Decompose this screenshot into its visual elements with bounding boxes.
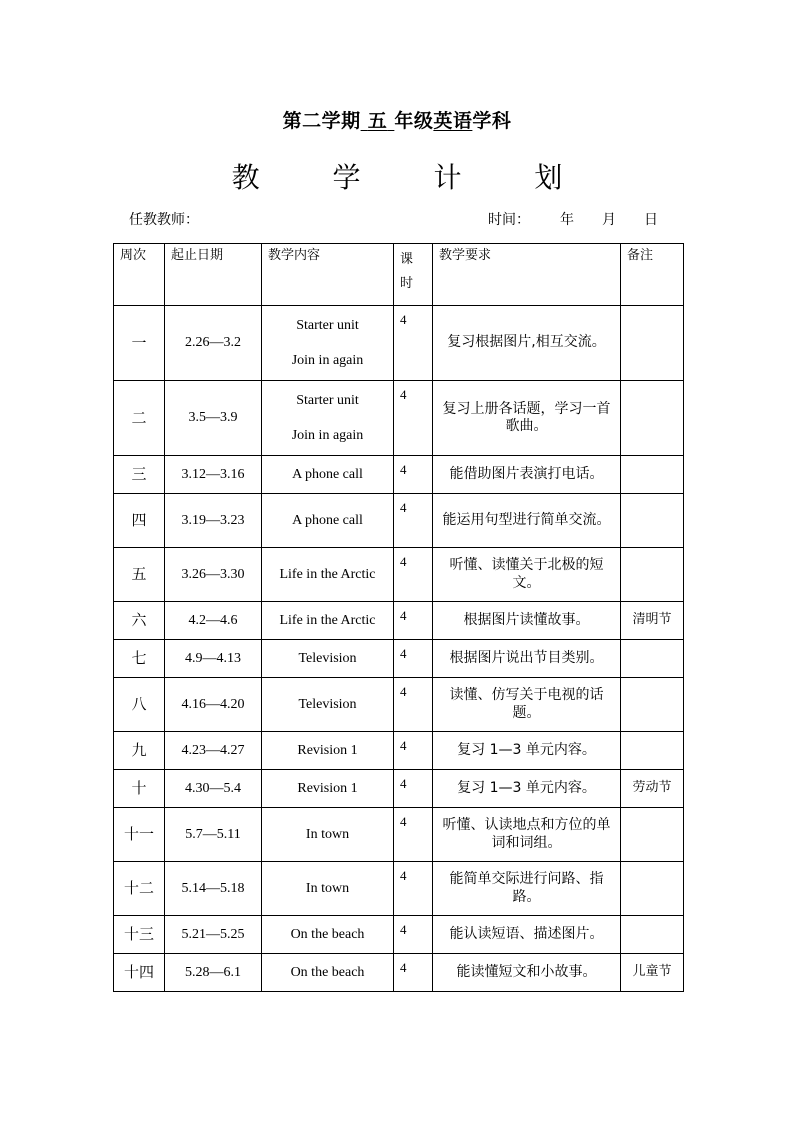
content-line: Television — [298, 696, 357, 712]
week-cell: 十二 — [114, 862, 165, 916]
requirement-cell: 能简单交际进行问路、指路。 — [433, 862, 621, 916]
hours-cell: 4 — [394, 381, 433, 456]
note-cell — [621, 678, 684, 732]
dates-cell: 5.28—6.1 — [165, 954, 262, 992]
table-row — [114, 808, 684, 862]
content-cell — [262, 306, 394, 381]
hours-cell: 4 — [394, 862, 433, 916]
content-cell — [262, 808, 394, 862]
requirement-cell: 根据图片读懂故事。 — [433, 602, 621, 640]
content-cell — [262, 954, 394, 992]
content-line: On the beach — [290, 964, 365, 980]
content-cell — [262, 770, 394, 808]
note-cell — [621, 640, 684, 678]
note-cell — [621, 456, 684, 494]
dates-cell: 5.14—5.18 — [165, 862, 262, 916]
column-header-content: 教学内容 — [262, 244, 394, 306]
table-header-row — [114, 244, 684, 306]
table-row — [114, 916, 684, 954]
table-row — [114, 678, 684, 732]
grade-suffix: 年级 — [394, 110, 434, 132]
dates-cell: 4.23—4.27 — [165, 732, 262, 770]
document-subtitle: 教 学 计 划 — [231, 161, 595, 194]
requirement-cell: 复习 1—3 单元内容。 — [433, 770, 621, 808]
column-header-requirement: 教学要求 — [433, 244, 621, 306]
table-row — [114, 954, 684, 992]
dates-cell: 5.7—5.11 — [165, 808, 262, 862]
dates-cell: 4.9—4.13 — [165, 640, 262, 678]
requirement-cell: 能借助图片表演打电话。 — [433, 456, 621, 494]
time-line — [488, 209, 658, 229]
column-header-dates: 起止日期 — [165, 244, 262, 306]
week-cell: 十 — [114, 770, 165, 808]
content-line: On the beach — [290, 926, 365, 942]
content-line: Life in the Arctic — [279, 566, 376, 582]
table-row — [114, 456, 684, 494]
week-cell: 八 — [114, 678, 165, 732]
requirement-cell: 复习 1—3 单元内容。 — [433, 732, 621, 770]
dates-cell: 3.26—3.30 — [165, 548, 262, 602]
dates-cell: 3.19—3.23 — [165, 494, 262, 548]
hours-cell: 4 — [394, 602, 433, 640]
title-prefix: 第二学期 — [282, 110, 361, 132]
hours-cell: 4 — [394, 640, 433, 678]
dates-cell: 3.5—3.9 — [165, 381, 262, 456]
month-label: 月 — [602, 212, 616, 228]
note-cell: 劳动节 — [621, 770, 684, 808]
table-row — [114, 602, 684, 640]
table-row — [114, 862, 684, 916]
week-cell: 一 — [114, 306, 165, 381]
week-cell: 三 — [114, 456, 165, 494]
table-row — [114, 732, 684, 770]
content-cell — [262, 916, 394, 954]
table-row — [114, 306, 684, 381]
hours-cell: 4 — [394, 732, 433, 770]
content-cell — [262, 732, 394, 770]
document-title — [0, 106, 794, 133]
week-cell: 五 — [114, 548, 165, 602]
hours-cell: 4 — [394, 678, 433, 732]
content-line: In town — [305, 880, 350, 896]
content-line: Revision 1 — [297, 742, 358, 758]
content-cell — [262, 640, 394, 678]
hours-cell: 4 — [394, 808, 433, 862]
content-line: Starter unit — [296, 392, 359, 408]
table-row — [114, 770, 684, 808]
requirement-cell: 复习根据图片,相互交流。 — [433, 306, 621, 381]
note-cell — [621, 916, 684, 954]
content-cell — [262, 548, 394, 602]
hours-cell: 4 — [394, 548, 433, 602]
note-cell — [621, 548, 684, 602]
hours-cell: 4 — [394, 494, 433, 548]
week-cell: 九 — [114, 732, 165, 770]
requirement-cell: 能认读短语、描述图片。 — [433, 916, 621, 954]
week-cell: 十一 — [114, 808, 165, 862]
content-cell — [262, 862, 394, 916]
grade-value: 五 — [367, 110, 388, 132]
note-cell: 清明节 — [621, 602, 684, 640]
requirement-cell: 能读懂短文和小故事。 — [433, 954, 621, 992]
note-cell — [621, 732, 684, 770]
week-cell: 四 — [114, 494, 165, 548]
content-cell — [262, 678, 394, 732]
hours-cell: 4 — [394, 306, 433, 381]
content-line: Join in again — [291, 428, 364, 443]
week-cell: 十三 — [114, 916, 165, 954]
requirement-cell: 复习上册各话题，学习一首歌曲。 — [433, 381, 621, 456]
teaching-plan-table — [113, 243, 684, 992]
dates-cell: 2.26—3.2 — [165, 306, 262, 381]
time-label: 时间： — [488, 212, 530, 228]
table-row — [114, 640, 684, 678]
week-cell: 二 — [114, 381, 165, 456]
note-cell — [621, 808, 684, 862]
content-line: Starter unit — [296, 317, 359, 333]
requirement-cell: 听懂、认读地点和方位的单词和词组。 — [433, 808, 621, 862]
requirement-cell: 能运用句型进行简单交流。 — [433, 494, 621, 548]
content-line: Revision 1 — [297, 780, 358, 796]
note-cell — [621, 862, 684, 916]
hours-cell: 4 — [394, 954, 433, 992]
content-cell — [262, 602, 394, 640]
dates-cell: 5.21—5.25 — [165, 916, 262, 954]
content-line: Life in the Arctic — [279, 612, 376, 628]
note-cell — [621, 494, 684, 548]
note-cell — [621, 381, 684, 456]
content-line: In town — [305, 826, 350, 842]
hours-cell: 4 — [394, 456, 433, 494]
note-cell — [621, 306, 684, 381]
table-row — [114, 494, 684, 548]
dates-cell: 4.16—4.20 — [165, 678, 262, 732]
subject-value: 英语 — [433, 110, 473, 132]
column-header-week: 周次 — [114, 244, 165, 306]
table-row — [114, 548, 684, 602]
dates-cell: 4.2—4.6 — [165, 602, 262, 640]
subject-suffix: 学科 — [472, 110, 512, 132]
table-row — [114, 381, 684, 456]
note-cell: 儿童节 — [621, 954, 684, 992]
week-cell: 六 — [114, 602, 165, 640]
content-line: A phone call — [292, 512, 363, 528]
week-cell: 十四 — [114, 954, 165, 992]
week-cell: 七 — [114, 640, 165, 678]
requirement-cell: 根据图片说出节目类别。 — [433, 640, 621, 678]
dates-cell: 4.30—5.4 — [165, 770, 262, 808]
content-line: Join in again — [291, 353, 364, 368]
content-cell — [262, 456, 394, 494]
hours-cell: 4 — [394, 770, 433, 808]
column-header-note: 备注 — [621, 244, 684, 306]
content-line: A phone call — [292, 466, 363, 482]
column-header-hours: 课 时 — [394, 244, 433, 306]
teacher-label: 任教教师： — [129, 212, 199, 228]
content-cell — [262, 381, 394, 456]
content-cell — [262, 494, 394, 548]
requirement-cell: 听懂、读懂关于北极的短文。 — [433, 548, 621, 602]
dates-cell: 3.12—3.16 — [165, 456, 262, 494]
day-label: 日 — [644, 212, 658, 228]
content-line: Television — [298, 650, 357, 666]
year-label: 年 — [560, 212, 574, 228]
requirement-cell: 读懂、仿写关于电视的话题。 — [433, 678, 621, 732]
hours-cell: 4 — [394, 916, 433, 954]
